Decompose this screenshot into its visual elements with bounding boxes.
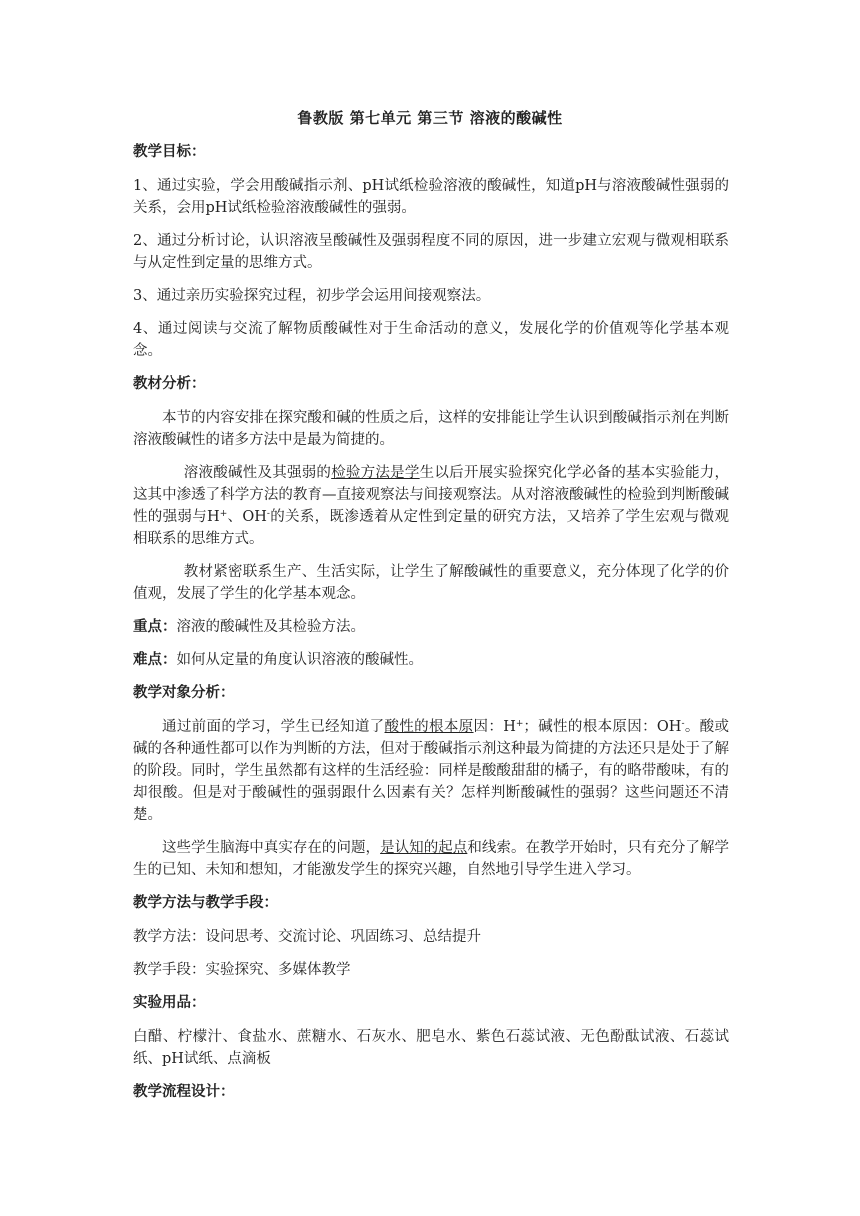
underlined-text: 检验方法是学 bbox=[331, 465, 420, 481]
difficult-point-text: 如何从定量的角度认识溶液的酸碱性。 bbox=[176, 652, 423, 668]
material-paragraph-1: 本节的内容安排在探究酸和碱的性质之后，这样的安排能让学生认识到酸碱指示剂在判断溶液酸碱性的诸多方法中是最为简捷的。 bbox=[133, 410, 729, 448]
superscript: + bbox=[515, 719, 524, 729]
superscript: + bbox=[219, 509, 228, 519]
superscript: - bbox=[266, 509, 270, 519]
superscript: - bbox=[681, 719, 685, 729]
material-paragraph-3: 教材紧密联系生产、生活实际，让学生了解酸碱性的重要意义，充分体现了化学的价值观，发展了学生的化学基本观念。 bbox=[133, 564, 729, 602]
text-run: 通过前面的学习，学生已经知道了 bbox=[162, 719, 385, 735]
text-run: 因：H bbox=[473, 719, 516, 735]
underlined-text: 是认知的起点 bbox=[380, 840, 468, 856]
flow-heading: 教学流程设计： bbox=[133, 1083, 235, 1100]
text-run: 。酸或碱的各种通性都可以作为判断的方法，但对于酸碱指示剂这种最为简捷的方法还只是处于了解的阶段。同时，学生虽然都有这样的生活经验：同样是酸酸甜甜的橘子，有的略带酸味，有的却很酸。但是对于酸碱性的强弱跟什么因素有关？怎样判断酸碱性的强弱？这些问题还不清楚。 bbox=[133, 719, 730, 823]
text-run: 这些学生脑海中真实存在的问题， bbox=[162, 840, 381, 856]
document-body bbox=[133, 141, 729, 1115]
text-run: 的关系，既渗透着从定性到定量的研究方法，又培养了学生宏观与微观相联系的思维方式。 bbox=[133, 509, 729, 547]
goals-heading: 教学目标： bbox=[133, 143, 206, 160]
key-point-text: 溶液的酸碱性及其检验方法。 bbox=[176, 619, 365, 635]
key-point bbox=[133, 616, 729, 638]
methods-line-1: 教学方法：设问思考、交流讨论、巩固练习、总结提升 bbox=[133, 929, 481, 945]
methods-line-2: 教学手段：实验探究、多媒体教学 bbox=[133, 962, 351, 978]
students-paragraph-1 bbox=[133, 716, 729, 826]
difficult-point bbox=[133, 649, 729, 671]
text-run: 生以后开展实验探究化学必备的基本实验能力，这其中渗透了科学方法的教育—直接观察法与间接观察法。从对溶液酸碱性的检验到判断酸碱性的强弱与H bbox=[133, 465, 730, 525]
key-point-label: 重点： bbox=[133, 618, 177, 635]
text-run: ；碱性的根本原因：OH bbox=[523, 719, 682, 735]
difficult-point-label: 难点： bbox=[133, 651, 177, 668]
goal-item-1: 1、通过实验，学会用酸碱指示剂、pH试纸检验溶液的酸碱性，知道pH与溶液酸碱性强弱的关系，会用pH试纸检验溶液酸碱性的强弱。 bbox=[133, 178, 729, 216]
text-run: 、OH bbox=[227, 509, 267, 525]
underlined-text: 酸性的根本原 bbox=[384, 719, 474, 735]
text-run: 和线索。在教学开始时，只有充分了解学生的已知、未知和想知，才能激发学生的探究兴趣，自然地引导学生进入学习。 bbox=[133, 840, 730, 878]
goal-item-2: 2、通过分析讨论，认识溶液呈酸碱性及强弱程度不同的原因，进一步建立宏观与微观相联系与从定性到定量的思维方式。 bbox=[133, 233, 729, 271]
methods-heading: 教学方法与教学手段： bbox=[133, 894, 278, 911]
supplies-text: 白醋、柠檬汁、食盐水、蔗糖水、石灰水、肥皂水、紫色石蕊试液、无色酚酞试液、石蕊试纸、pH试纸、点滴板 bbox=[133, 1029, 729, 1067]
document-title: 鲁教版 第七单元 第三节 溶液的酸碱性 bbox=[297, 109, 563, 127]
material-paragraph-2 bbox=[133, 462, 729, 550]
text-run: 溶液酸碱性及其强弱的 bbox=[183, 465, 332, 481]
students-paragraph-2 bbox=[133, 837, 729, 881]
goal-item-3: 3、通过亲历实验探究过程，初步学会运用间接观察法。 bbox=[133, 288, 491, 304]
goal-item-4: 4、通过阅读与交流了解物质酸碱性对于生命活动的意义，发展化学的价值观等化学基本观念。 bbox=[133, 321, 729, 359]
material-heading: 教材分析： bbox=[133, 375, 206, 392]
supplies-heading: 实验用品： bbox=[133, 994, 206, 1011]
students-heading: 教学对象分析： bbox=[133, 684, 235, 701]
